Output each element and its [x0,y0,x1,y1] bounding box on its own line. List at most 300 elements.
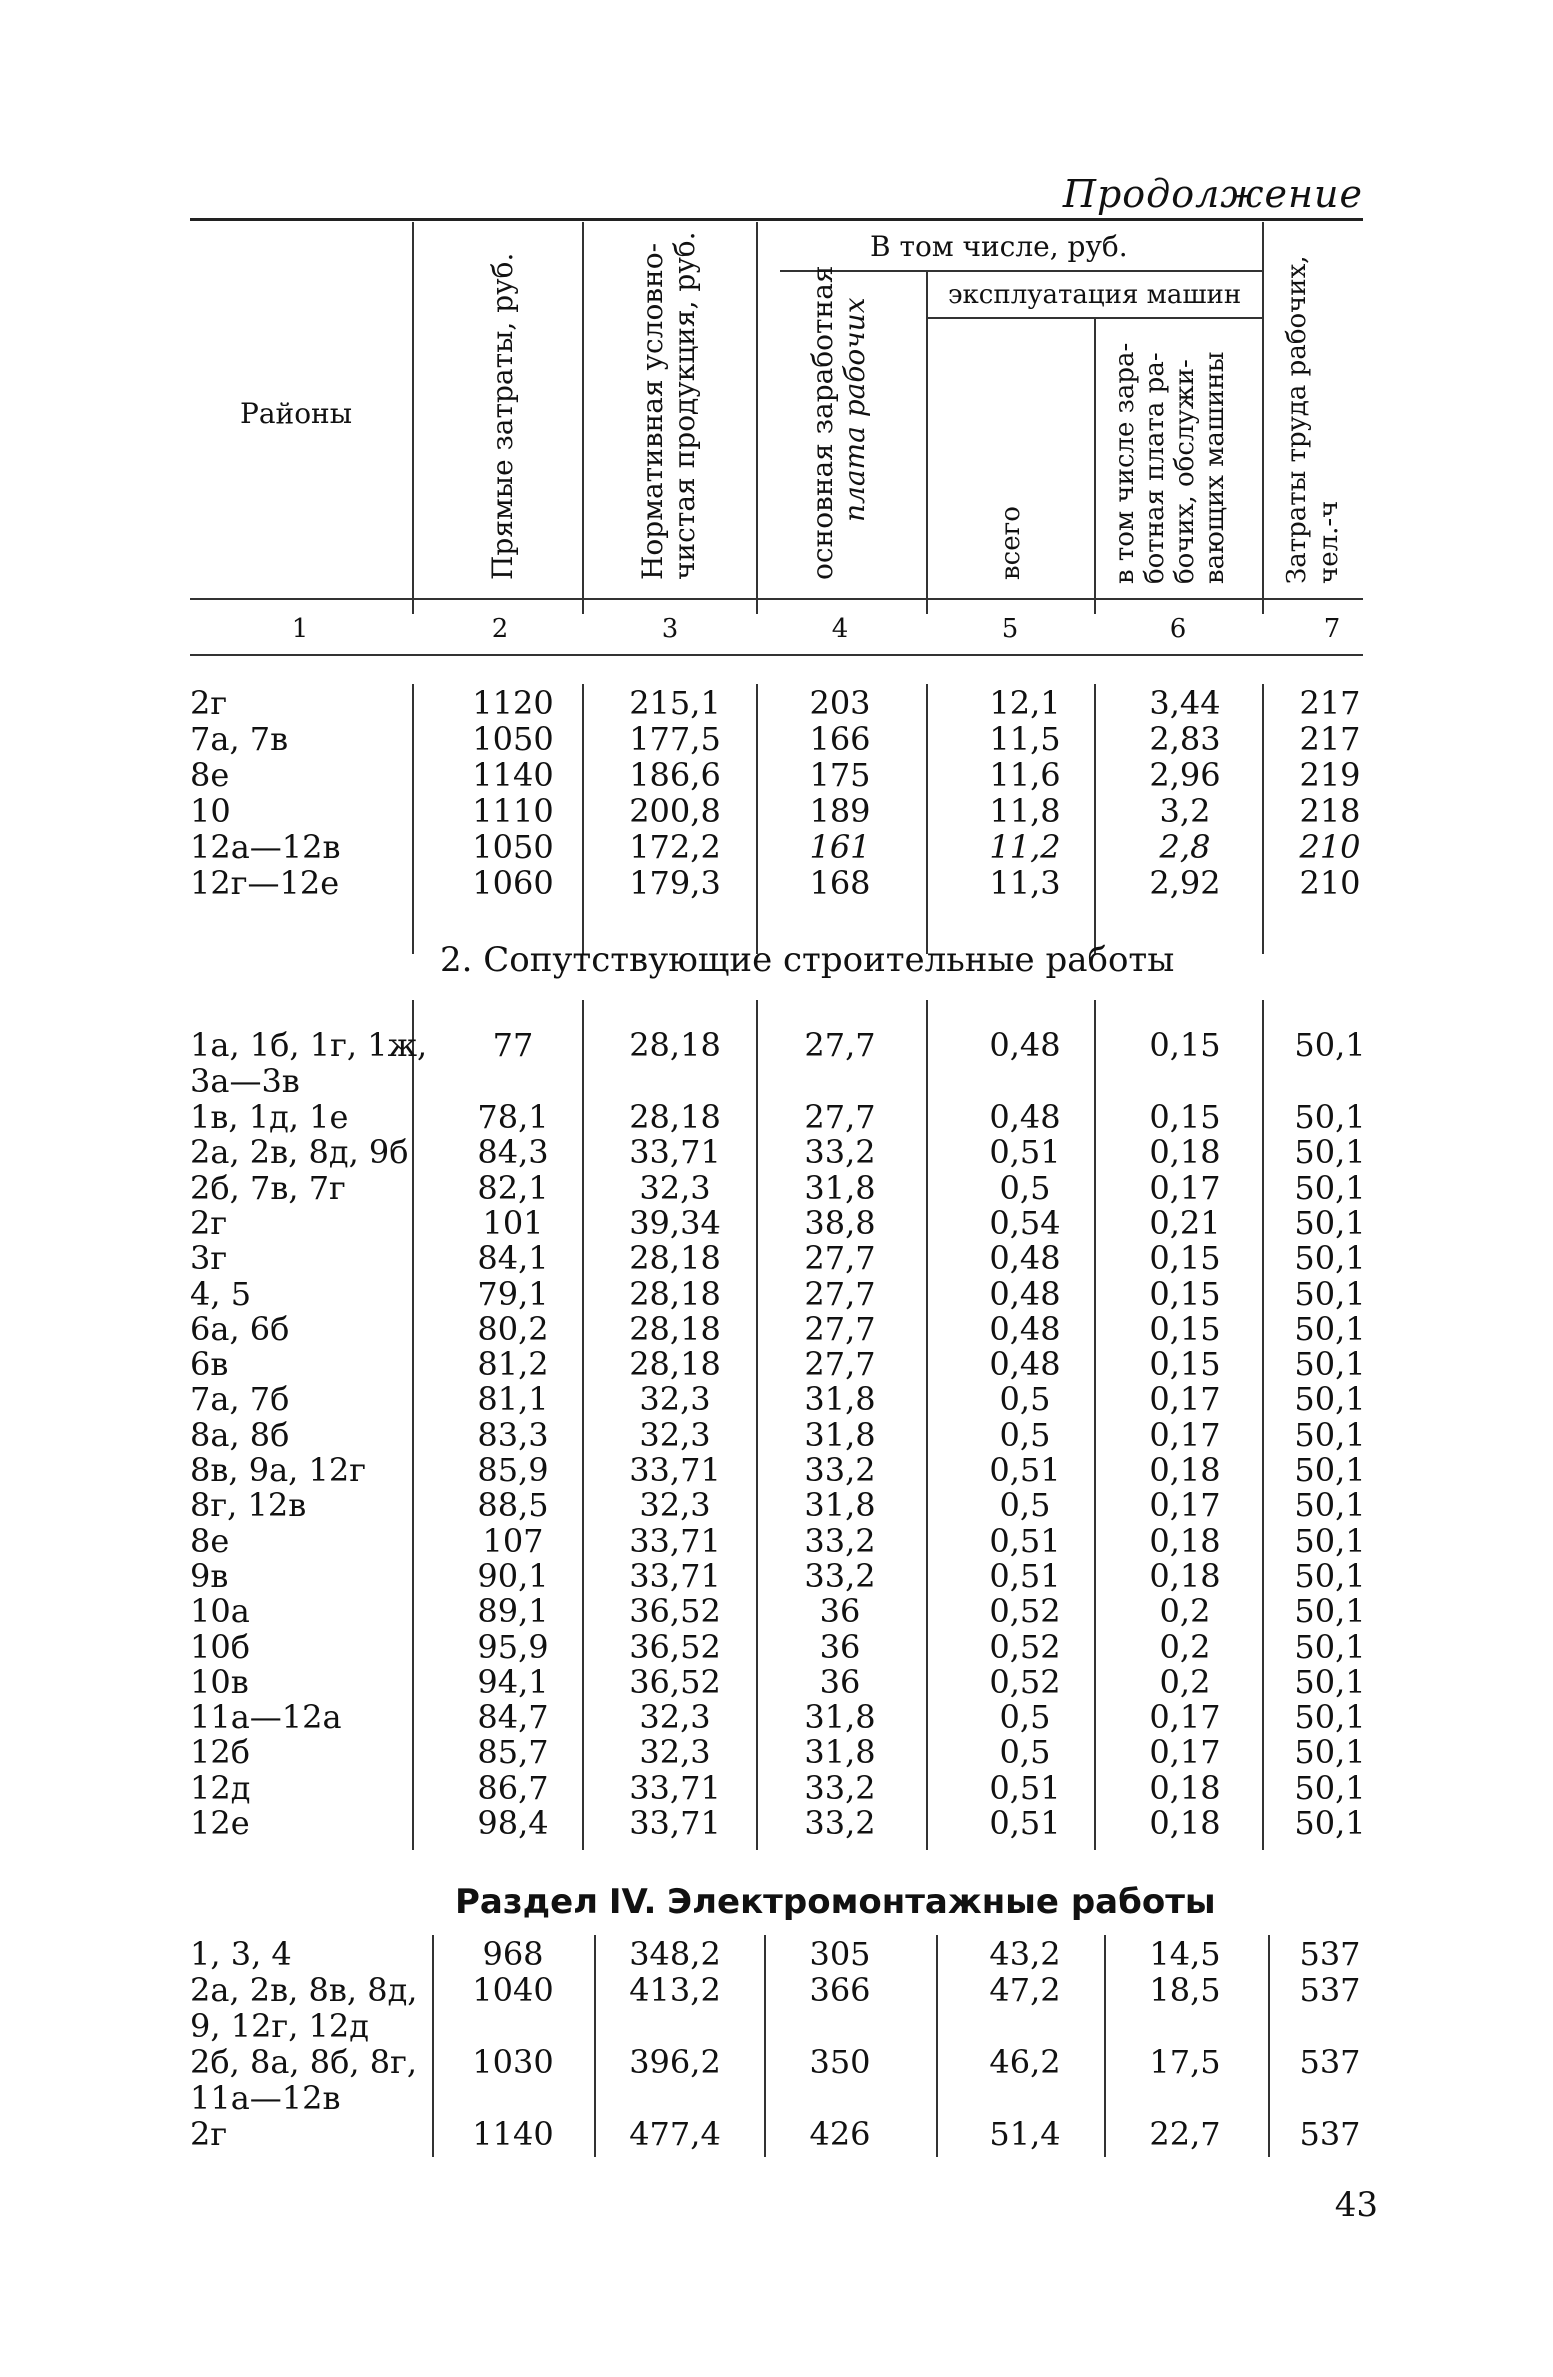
value-cell: 31,8 [804,1380,876,1419]
value-cell: 88,5 [477,1486,549,1525]
region-cell: 3г [190,1239,228,1278]
region-cell: 12е [190,1804,250,1842]
value-cell: 18,5 [1149,1971,1221,2009]
region-cell: 2а, 2в, 8в, 8д, [190,1971,418,2009]
region-cell: 1а, 1б, 1г, 1ж, [190,1026,428,1064]
value-cell: 33,2 [804,1451,876,1489]
table-row [190,720,1363,756]
value-cell: 36,52 [629,1627,721,1666]
table-row [190,828,1363,864]
value-cell: 39,34 [629,1203,721,1242]
value-cell: 51,4 [989,2115,1061,2153]
value-cell: 82,1 [477,1168,549,1207]
value-cell: 0,48 [989,1098,1061,1136]
region-cell: 10в [190,1662,249,1701]
value-cell: 107 [482,1521,544,1560]
top-rule [190,218,1363,221]
value-cell: 0,51 [989,1133,1061,1172]
table-row [190,756,1363,792]
value-cell: 0,18 [1149,1804,1221,1842]
value-cell: 179,3 [629,864,721,902]
value-cell: 0,18 [1149,1133,1221,1172]
region-cell: 12б [190,1733,250,1772]
value-cell: 0,2 [1159,1627,1211,1666]
region-cell: 7а, 7в [190,720,289,758]
value-cell: 50,1 [1294,1309,1366,1348]
header-direct-costs: Прямые затраты, руб. [486,252,519,580]
value-cell: 83,3 [477,1415,549,1454]
value-cell: 426 [809,2115,871,2153]
value-cell: 348,2 [629,1935,721,1973]
header-subrule [928,317,1262,319]
header-wages-1: основная заработная [806,265,839,580]
table-row [190,684,1363,720]
table-row [190,1309,1366,1348]
table-row [190,1133,1366,1172]
value-cell: 11,3 [989,864,1061,902]
value-cell: 0,52 [989,1592,1061,1631]
value-cell: 1050 [472,720,554,758]
value-cell: 27,7 [804,1026,876,1064]
value-cell: 47,2 [989,1971,1061,2009]
value-cell: 81,1 [477,1380,549,1419]
value-cell: 11,8 [989,792,1061,830]
value-cell: 33,71 [629,1451,721,1489]
value-cell: 1110 [472,792,554,830]
region-cell: 12д [190,1768,251,1807]
header-divider [756,222,758,614]
value-cell: 0,51 [989,1451,1061,1489]
region-cell: 8е [190,756,230,794]
value-cell: 84,3 [477,1133,549,1172]
value-cell: 12,1 [989,684,1061,722]
value-cell: 968 [482,1935,544,1973]
table-row [190,1415,1366,1454]
value-cell: 33,71 [629,1804,721,1842]
value-cell: 27,7 [804,1274,876,1313]
table-row [190,1768,1366,1807]
table-row [190,1345,1366,1384]
header-normative-1: Нормативная условно- [636,242,669,580]
value-cell: 11,2 [989,828,1061,866]
value-cell: 0,5 [999,1698,1051,1737]
value-cell: 537 [1299,1935,1361,1973]
table-row [190,1274,1366,1313]
section-4-name: Электромонтажные работы [667,1882,1216,1922]
value-cell: 50,1 [1294,1380,1366,1419]
value-cell: 27,7 [804,1239,876,1278]
value-cell: 50,1 [1294,1203,1366,1242]
value-cell: 477,4 [629,2115,721,2153]
value-cell: 27,7 [804,1345,876,1384]
value-cell: 0,2 [1159,1592,1211,1631]
table-row [190,1698,1366,1737]
value-cell: 50,1 [1294,1415,1366,1454]
header-divider [582,222,584,614]
value-cell: 33,2 [804,1521,876,1560]
value-cell: 350 [809,2043,871,2081]
header-divider [926,272,928,614]
value-cell: 33,71 [629,1521,721,1560]
header-incl-wages-2: ботная плата ра- [1140,352,1170,584]
value-cell: 1050 [472,828,554,866]
table-row [190,2115,1363,2151]
table-row [190,1521,1366,1560]
section-2-title: 2. Сопутствующие строительные работы [440,940,1175,980]
table-row [190,1380,1366,1419]
value-cell: 210 [1299,828,1361,866]
table-row [190,1486,1366,1525]
region-cell: 3а—3в [190,1062,300,1100]
value-cell: 31,8 [804,1698,876,1737]
value-cell: 0,17 [1149,1486,1221,1525]
value-cell: 78,1 [477,1098,549,1136]
value-cell: 38,8 [804,1203,876,1242]
value-cell: 0,52 [989,1627,1061,1666]
value-cell: 32,3 [639,1415,711,1454]
value-cell: 50,1 [1294,1486,1366,1525]
region-cell: 11а—12а [190,1698,342,1737]
region-cell: 9в [190,1556,229,1595]
value-cell: 50,1 [1294,1804,1366,1842]
value-cell: 36 [819,1592,861,1631]
region-cell: 8е [190,1521,230,1560]
header-incl-wages-4: вающих машины [1200,351,1230,584]
table-row [190,1662,1366,1701]
value-cell: 0,2 [1159,1662,1211,1701]
value-cell: 0,17 [1149,1733,1221,1772]
value-cell: 85,9 [477,1451,549,1489]
page-number: 43 [1334,2185,1378,2225]
value-cell: 396,2 [629,2043,721,2081]
value-cell: 80,2 [477,1309,549,1348]
value-cell: 537 [1299,1971,1361,2009]
value-cell: 94,1 [477,1662,549,1701]
header-normative-2: чистая продукция, руб. [668,231,701,580]
value-cell: 84,1 [477,1239,549,1278]
value-cell: 0,17 [1149,1168,1221,1207]
value-cell: 0,48 [989,1345,1061,1384]
header-regions: Районы [240,397,352,430]
value-cell: 31,8 [804,1486,876,1525]
value-cell: 0,15 [1149,1345,1221,1384]
value-cell: 161 [809,828,871,866]
value-cell: 33,71 [629,1556,721,1595]
value-cell: 200,8 [629,792,721,830]
value-cell: 36 [819,1627,861,1666]
value-cell: 1060 [472,864,554,902]
value-cell: 215,1 [629,684,721,722]
region-cell: 1в, 1д, 1е [190,1098,349,1136]
region-cell: 11а—12в [190,2079,341,2117]
value-cell: 2,96 [1149,756,1221,794]
value-cell: 32,3 [639,1733,711,1772]
value-cell: 32,3 [639,1168,711,1207]
value-cell: 0,15 [1149,1274,1221,1313]
table-header [190,222,1363,614]
value-cell: 166 [809,720,871,758]
value-cell: 210 [1299,864,1361,902]
value-cell: 31,8 [804,1168,876,1207]
region-cell: 8а, 8б [190,1415,290,1454]
region-cell: 12а—12в [190,828,341,866]
column-number: 6 [1169,614,1187,644]
table-row [190,1451,1366,1489]
value-cell: 168 [809,864,871,902]
value-cell: 0,17 [1149,1698,1221,1737]
value-cell: 0,5 [999,1486,1051,1525]
value-cell: 413,2 [629,1971,721,2009]
region-cell: 2б, 8а, 8б, 8г, [190,2043,418,2081]
table-row [190,1556,1366,1595]
value-cell: 366 [809,1971,871,2009]
table-row [190,1804,1366,1842]
value-cell: 0,15 [1149,1239,1221,1278]
value-cell: 32,3 [639,1380,711,1419]
value-cell: 14,5 [1149,1935,1221,1973]
value-cell: 50,1 [1294,1521,1366,1560]
value-cell: 218 [1299,792,1361,830]
value-cell: 50,1 [1294,1662,1366,1701]
value-cell: 84,7 [477,1698,549,1737]
header-subrule [780,270,1262,272]
value-cell: 50,1 [1294,1768,1366,1807]
header-total: всего [996,506,1026,580]
value-cell: 0,5 [999,1168,1051,1207]
value-cell: 32,3 [639,1486,711,1525]
region-cell: 12г—12е [190,864,340,902]
table-row [190,1239,1366,1278]
value-cell: 1140 [472,2115,554,2153]
region-cell: 2г [190,1203,228,1242]
table-row-continuation [190,2079,1363,2115]
value-cell: 28,18 [629,1098,721,1136]
value-cell: 28,18 [629,1274,721,1313]
value-cell: 203 [809,684,871,722]
region-cell: 4, 5 [190,1274,252,1313]
header-labor-2: чел.-ч [1314,500,1344,584]
column-number: 5 [1001,614,1019,644]
value-cell: 81,2 [477,1345,549,1384]
value-cell: 1120 [472,684,554,722]
value-cell: 217 [1299,720,1361,758]
value-cell: 0,48 [989,1309,1061,1348]
table-row [190,1203,1366,1242]
value-cell: 0,15 [1149,1098,1221,1136]
value-cell: 50,1 [1294,1026,1366,1064]
value-cell: 43,2 [989,1935,1061,1973]
value-cell: 189 [809,792,871,830]
region-cell: 10б [190,1627,250,1666]
value-cell: 0,18 [1149,1521,1221,1560]
value-cell: 11,6 [989,756,1061,794]
value-cell: 2,83 [1149,720,1221,758]
block-electrical-works [190,1935,1363,2165]
section-4-title [455,1882,1216,1922]
header-divider [1094,317,1096,614]
value-cell: 0,18 [1149,1768,1221,1807]
value-cell: 0,5 [999,1415,1051,1454]
header-labor-1: Затраты труда рабочих, [1282,255,1312,584]
value-cell: 50,1 [1294,1345,1366,1384]
region-cell: 8в, 9а, 12г [190,1451,366,1489]
value-cell: 2,92 [1149,864,1221,902]
table-row [190,1935,1363,1971]
value-cell: 33,2 [804,1804,876,1842]
table-row [190,792,1363,828]
value-cell: 28,18 [629,1345,721,1384]
value-cell: 101 [482,1203,544,1242]
value-cell: 36,52 [629,1592,721,1631]
value-cell: 86,7 [477,1768,549,1807]
value-cell: 0,18 [1149,1556,1221,1595]
value-cell: 0,17 [1149,1415,1221,1454]
value-cell: 1030 [472,2043,554,2081]
value-cell: 177,5 [629,720,721,758]
value-cell: 50,1 [1294,1098,1366,1136]
value-cell: 186,6 [629,756,721,794]
table-row [190,1971,1363,2007]
column-numbers [190,614,1363,654]
table-row [190,2043,1363,2079]
column-number: 2 [491,614,509,644]
value-cell: 90,1 [477,1556,549,1595]
region-cell: 8г, 12в [190,1486,307,1525]
block-main-works [190,684,1363,964]
value-cell: 0,51 [989,1556,1061,1595]
table-row [190,1627,1366,1666]
value-cell: 33,2 [804,1556,876,1595]
value-cell: 28,18 [629,1026,721,1064]
region-cell: 7а, 7б [190,1380,290,1419]
value-cell: 0,17 [1149,1380,1221,1419]
value-cell: 0,51 [989,1768,1061,1807]
value-cell: 0,18 [1149,1451,1221,1489]
numbers-rule [190,654,1363,656]
continuation-label: Продолжение [1062,172,1363,216]
section-4-prefix: Раздел [455,1882,599,1922]
value-cell: 1140 [472,756,554,794]
value-cell: 50,1 [1294,1698,1366,1737]
value-cell: 3,44 [1149,684,1221,722]
value-cell: 27,7 [804,1098,876,1136]
value-cell: 0,51 [989,1804,1061,1842]
table-row [190,1026,1366,1064]
value-cell: 0,48 [989,1274,1061,1313]
value-cell: 3,2 [1159,792,1211,830]
region-cell: 6в [190,1345,229,1384]
value-cell: 77 [492,1026,534,1064]
value-cell: 0,54 [989,1203,1061,1242]
header-divider [1262,222,1264,614]
value-cell: 0,48 [989,1026,1061,1064]
value-cell: 95,9 [477,1627,549,1666]
value-cell: 33,71 [629,1768,721,1807]
value-cell: 0,5 [999,1380,1051,1419]
header-group-machines: эксплуатация машин [948,280,1242,310]
header-incl-wages-3: бочих, обслужи- [1170,359,1200,584]
value-cell: 31,8 [804,1415,876,1454]
header-incl-wages-1: в том числе зара- [1110,342,1140,584]
value-cell: 0,21 [1149,1203,1221,1242]
value-cell: 50,1 [1294,1451,1366,1489]
table-row-continuation [190,2007,1363,2043]
value-cell: 31,8 [804,1733,876,1772]
region-cell: 6а, 6б [190,1309,290,1348]
region-cell: 9, 12г, 12д [190,2007,369,2045]
value-cell: 0,15 [1149,1026,1221,1064]
column-number: 1 [291,614,309,644]
value-cell: 2,8 [1159,828,1211,866]
value-cell: 217 [1299,684,1361,722]
table-row [190,1098,1366,1136]
table-row [190,1168,1366,1207]
value-cell: 28,18 [629,1239,721,1278]
value-cell: 33,2 [804,1133,876,1172]
value-cell: 46,2 [989,2043,1061,2081]
value-cell: 50,1 [1294,1168,1366,1207]
value-cell: 0,52 [989,1662,1061,1701]
value-cell: 98,4 [477,1804,549,1842]
table-row [190,864,1363,900]
table-row [190,1592,1366,1631]
table-row [190,1733,1366,1772]
value-cell: 33,2 [804,1768,876,1807]
column-number: 3 [661,614,679,644]
table-row-continuation [190,1062,1363,1098]
header-bottom-rule [190,598,1363,600]
value-cell: 36 [819,1662,861,1701]
region-cell: 1, 3, 4 [190,1935,292,1973]
value-cell: 1040 [472,1971,554,2009]
value-cell: 0,15 [1149,1309,1221,1348]
region-cell: 10 [190,792,231,830]
value-cell: 50,1 [1294,1239,1366,1278]
header-wages-2: плата рабочих [838,297,871,522]
value-cell: 175 [809,756,871,794]
value-cell: 537 [1299,2043,1361,2081]
block-accompanying-works [190,1000,1366,1860]
value-cell: 17,5 [1149,2043,1221,2081]
value-cell: 0,48 [989,1239,1061,1278]
value-cell: 89,1 [477,1592,549,1631]
value-cell: 0,5 [999,1733,1051,1772]
value-cell: 32,3 [639,1698,711,1737]
section-4-number: IV. [608,1882,657,1922]
value-cell: 305 [809,1935,871,1973]
region-cell: 2а, 2в, 8д, 9б [190,1133,409,1172]
region-cell: 2б, 7в, 7г [190,1168,346,1207]
region-cell: 2г [190,2115,228,2153]
value-cell: 0,51 [989,1521,1061,1560]
value-cell: 50,1 [1294,1627,1366,1666]
value-cell: 172,2 [629,828,721,866]
value-cell: 537 [1299,2115,1361,2153]
value-cell: 219 [1299,756,1361,794]
header-divider [412,222,414,614]
header-group-incl: В том числе, руб. [870,230,1128,263]
value-cell: 36,52 [629,1662,721,1701]
value-cell: 50,1 [1294,1274,1366,1313]
region-cell: 10а [190,1592,250,1631]
value-cell: 50,1 [1294,1592,1366,1631]
value-cell: 28,18 [629,1309,721,1348]
region-cell: 2г [190,684,228,722]
value-cell: 11,5 [989,720,1061,758]
value-cell: 50,1 [1294,1556,1366,1595]
value-cell: 79,1 [477,1274,549,1313]
value-cell: 27,7 [804,1309,876,1348]
